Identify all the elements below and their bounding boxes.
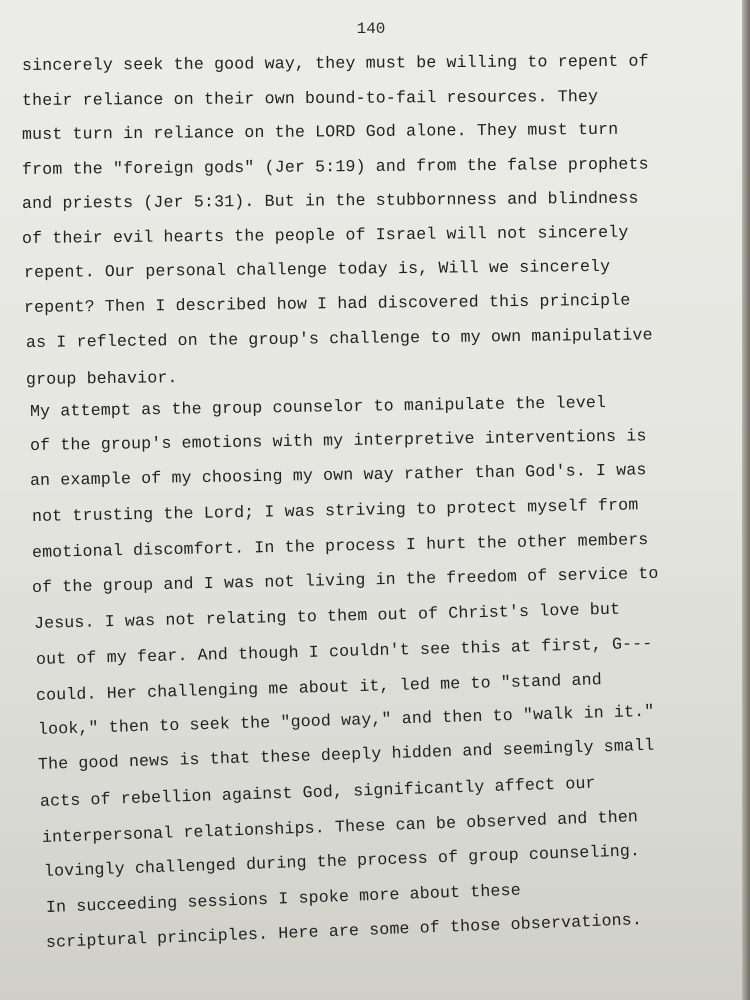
page-number: 140: [356, 20, 386, 38]
text-line: group behavior.: [25, 368, 178, 389]
text-line: of their evil hearts the people of Israel will not sincerely: [21, 222, 629, 248]
text-line: of the group and I was not living in the freedom of service to: [31, 563, 659, 597]
text-line: and priests (Jer 5:31). But in the stubbornness and blindness: [21, 188, 639, 213]
text-line: could. Her challenging me about it, led me to "stand and: [35, 670, 603, 705]
text-line: from the "foreign gods" (Jer 5:19) and from the false prophets: [21, 154, 649, 179]
text-line: as I reflected on the group's challenge to my own manipulative: [25, 325, 653, 352]
text-line: emotional discomfort. In the process I hurt the other members: [31, 530, 649, 562]
text-line: lovingly challenged during the process of group counseling.: [43, 841, 641, 881]
text-line: an example of my choosing my own way rather than God's. I was: [29, 460, 647, 490]
text-line: out of my fear. And though I couldn't see this at first, G---: [35, 633, 653, 669]
text-line: repent? Then I described how I had discovered this principle: [23, 290, 631, 317]
text-line: acts of rebellion against God, significantly affect our: [39, 773, 596, 811]
text-line: My attempt as the group counselor to manipulate the level: [29, 392, 607, 421]
text-line: their reliance on their own bound-to-fail resources. They: [21, 86, 599, 110]
text-line: interpersonal relationships. These can be observed and then: [41, 807, 639, 847]
text-line: of the group's emotions with my interpretive interventions is: [29, 426, 647, 455]
text-line: repent. Our personal challenge today is, Will we sincerely: [23, 256, 611, 282]
page-edge-shadow: [742, 0, 750, 1000]
text-line: look," then to seek the "good way," and then to "walk in it.": [37, 701, 655, 739]
text-line: not trusting the Lord; I was striving to protect myself from: [31, 495, 639, 526]
text-line: Jesus. I was not relating to them out of Christ's love but: [33, 599, 621, 633]
text-line: The good news is that these deeply hidden and seemingly small: [37, 735, 655, 774]
text-line: must turn in reliance on the LORD God alone. They must turn: [21, 119, 619, 144]
text-line: In succeeding sessions I spoke more about these: [45, 880, 522, 917]
text-line: scriptural principles. Here are some of those observations.: [45, 910, 643, 952]
text-line: sincerely seek the good way, they must be willing to repent of: [21, 51, 649, 75]
